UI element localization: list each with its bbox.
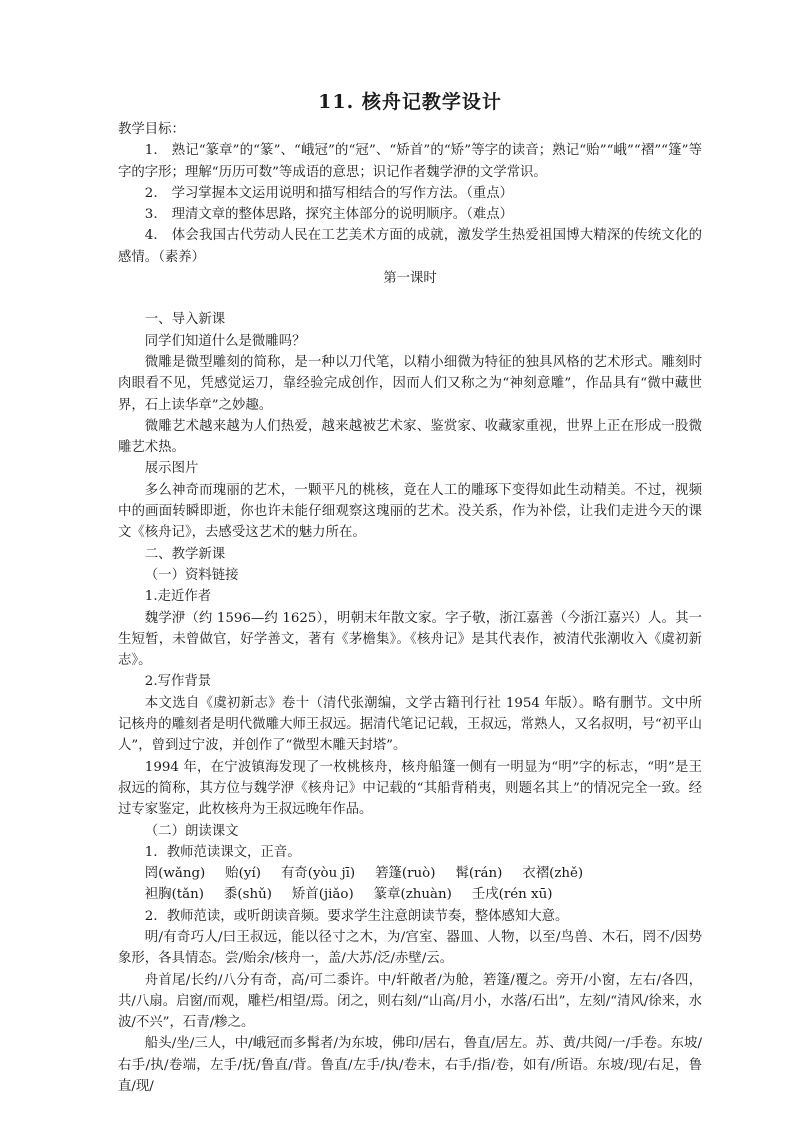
pinyin-entry: 黍(shǔ) <box>224 887 272 903</box>
goal-item-1 <box>118 140 702 183</box>
pinyin-entry: 髯(rán) <box>455 866 503 882</box>
goal-text: 体会我国古代劳动人民在工艺美术方面的成就，激发学生热爱祖国博大精深的传统文化的感情。（素养） <box>118 228 702 265</box>
goal-number: 1. <box>144 143 158 159</box>
goal-item-3 <box>118 204 702 225</box>
goals-heading: 教学目标： <box>118 122 185 137</box>
goal-number: 3. <box>144 207 158 223</box>
pinyin-entry: 壬戌(rén xū) <box>471 887 553 903</box>
section-heading-intro: 一、导入新课 <box>144 312 226 328</box>
lesson-heading: 第一课时 <box>383 271 437 287</box>
document-title: 11. 核舟记教学设计 <box>318 91 502 113</box>
goal-number: 2. <box>144 185 158 201</box>
spacer <box>118 289 702 309</box>
reading-step: 1．教师范读课文，正音。 <box>144 844 301 860</box>
intro-question: 同学们知道什么是微雕吗？ <box>144 333 306 349</box>
reading-text: 舟首尾/长约/八分有奇，高/可二黍许。中/轩敞者/为舱，箬篷/覆之。旁开/小窗，左右/各四，共/八扇。启窗/而观，雕栏/相望/焉。闭之，则右刻/“山高/月小，水落/石出”，左刻/“清风/徐来，水波/不兴”，石青/糁之。 <box>118 972 702 1031</box>
subsection-heading: （二）朗读课文 <box>144 823 239 839</box>
document-page <box>118 88 702 1097</box>
show-pictures-label: 展示图片 <box>144 461 199 477</box>
pinyin-entry: 篆章(zhuàn) <box>373 887 452 903</box>
reading-text: 船头/坐/三人，中/峨冠而多髯者/为东坡，佛印/居右，鲁直/居左。苏、黄/共阅/一/手卷。东坡/右手/执/卷端，左手/抚/鲁直/背。鲁直/左手/执/卷末，右手/指/卷，如有/所语。东坡/现/右足，鲁直/现/ <box>118 1036 702 1095</box>
goal-text: 熟记“篆章”的“篆”、“峨冠”的“冠”、“矫首”的“矫”等字的读音；熟记“贻”“峨”“褶”“篷”等字的字形；理解“历历可数”等成语的意思；识记作者魏学洢的文学常识。 <box>118 143 702 180</box>
pinyin-entry: 箬篷(ruò) <box>375 866 436 882</box>
goal-text: 理清文章的整体思路，探究主体部分的说明顺序。（难点） <box>171 207 514 223</box>
goal-item-2 <box>118 183 702 204</box>
intro-paragraph: 微雕是微型雕刻的简称，是一种以刀代笔，以精小细微为特征的独具风格的艺术形式。雕刻时肉眼看不见，凭感觉运刀，靠经验完成创作，因而人们又称之为“神刻意雕”，作品具有“微中藏世界，石上读华章”之妙趣。 <box>118 354 702 413</box>
goal-number: 4. <box>144 228 158 244</box>
author-paragraph: 魏学洢（约 1596—约 1625），明朝末年散文家。字子敬，浙江嘉善（今浙江嘉兴）人。其一生短暂，未曾做官，好学善文，著有《茅檐集》。《核舟记》是其代表作，被清代张潮收入《虞初新志》。 <box>118 610 702 669</box>
intro-paragraph: 多么神奇而瑰丽的艺术，一颗平凡的桃核，竟在人工的雕琢下变得如此生动精美。不过，视频中的画面转瞬即逝，你也许未能仔细观察这瑰丽的艺术。没关系，作为补偿，让我们走进今天的课文《核舟记》，去感受这艺术的魅力所在。 <box>118 482 702 541</box>
intro-paragraph: 微雕艺术越来越为人们热爱，越来越被艺术家、鉴赏家、收藏家重视，世界上正在形成一股微雕艺术热。 <box>118 418 702 456</box>
section-heading-new-lesson: 二、教学新课 <box>144 546 226 562</box>
item-heading-author: 1.走近作者 <box>144 589 212 605</box>
goal-item-4 <box>118 225 702 268</box>
pinyin-entry: 袒胸(tǎn) <box>144 887 205 903</box>
pinyin-row <box>118 884 702 905</box>
pinyin-entry: 贻(yí) <box>225 866 261 882</box>
pinyin-entry: 矫首(jiǎo) <box>291 887 354 903</box>
pinyin-entry: 有奇(yòu jī) <box>280 866 356 882</box>
pinyin-entry: 衣褶(zhě) <box>522 866 584 882</box>
background-paragraph: 本文选自《虞初新志》卷十（清代张潮编，文学古籍刊行社 1954 年版）。略有删节。文中所记核舟的雕刻者是明代微雕大师王叔远。据清代笔记记载，王叔远，常熟人，又名叔明，号“初平山人”，曾到过宁波，并创作了“微型木雕天封塔”。 <box>118 695 702 754</box>
reading-text: 明/有奇巧人/曰王叔远，能以径寸之木，为/宫室、器皿、人物，以至/鸟兽、木石，罔不/因势象形，各具情态。尝/贻余/核舟一，盖/大苏/泛/赤壁/云。 <box>118 929 702 967</box>
subsection-heading: （一）资料链接 <box>144 567 239 583</box>
pinyin-row <box>118 863 702 884</box>
item-heading-background: 2.写作背景 <box>144 674 212 690</box>
goal-text: 学习掌握本文运用说明和描写相结合的写作方法。（重点） <box>171 185 514 201</box>
reading-step: 2．教师范读，或听朗读音频。要求学生注意朗读节奏，整体感知大意。 <box>144 908 569 924</box>
pinyin-entry: 罔(wǎng) <box>144 866 206 882</box>
background-paragraph: 1994 年，在宁波镇海发现了一枚桃核舟，核舟船篷一侧有一明显为“明”字的标志，“明”是王叔远的简称，其方位与魏学洢《核舟记》中记载的“其船背稍夷，则题名其上”的情况完全一致。经过专家鉴定，此枚核舟为王叔远晚年作品。 <box>118 759 702 818</box>
